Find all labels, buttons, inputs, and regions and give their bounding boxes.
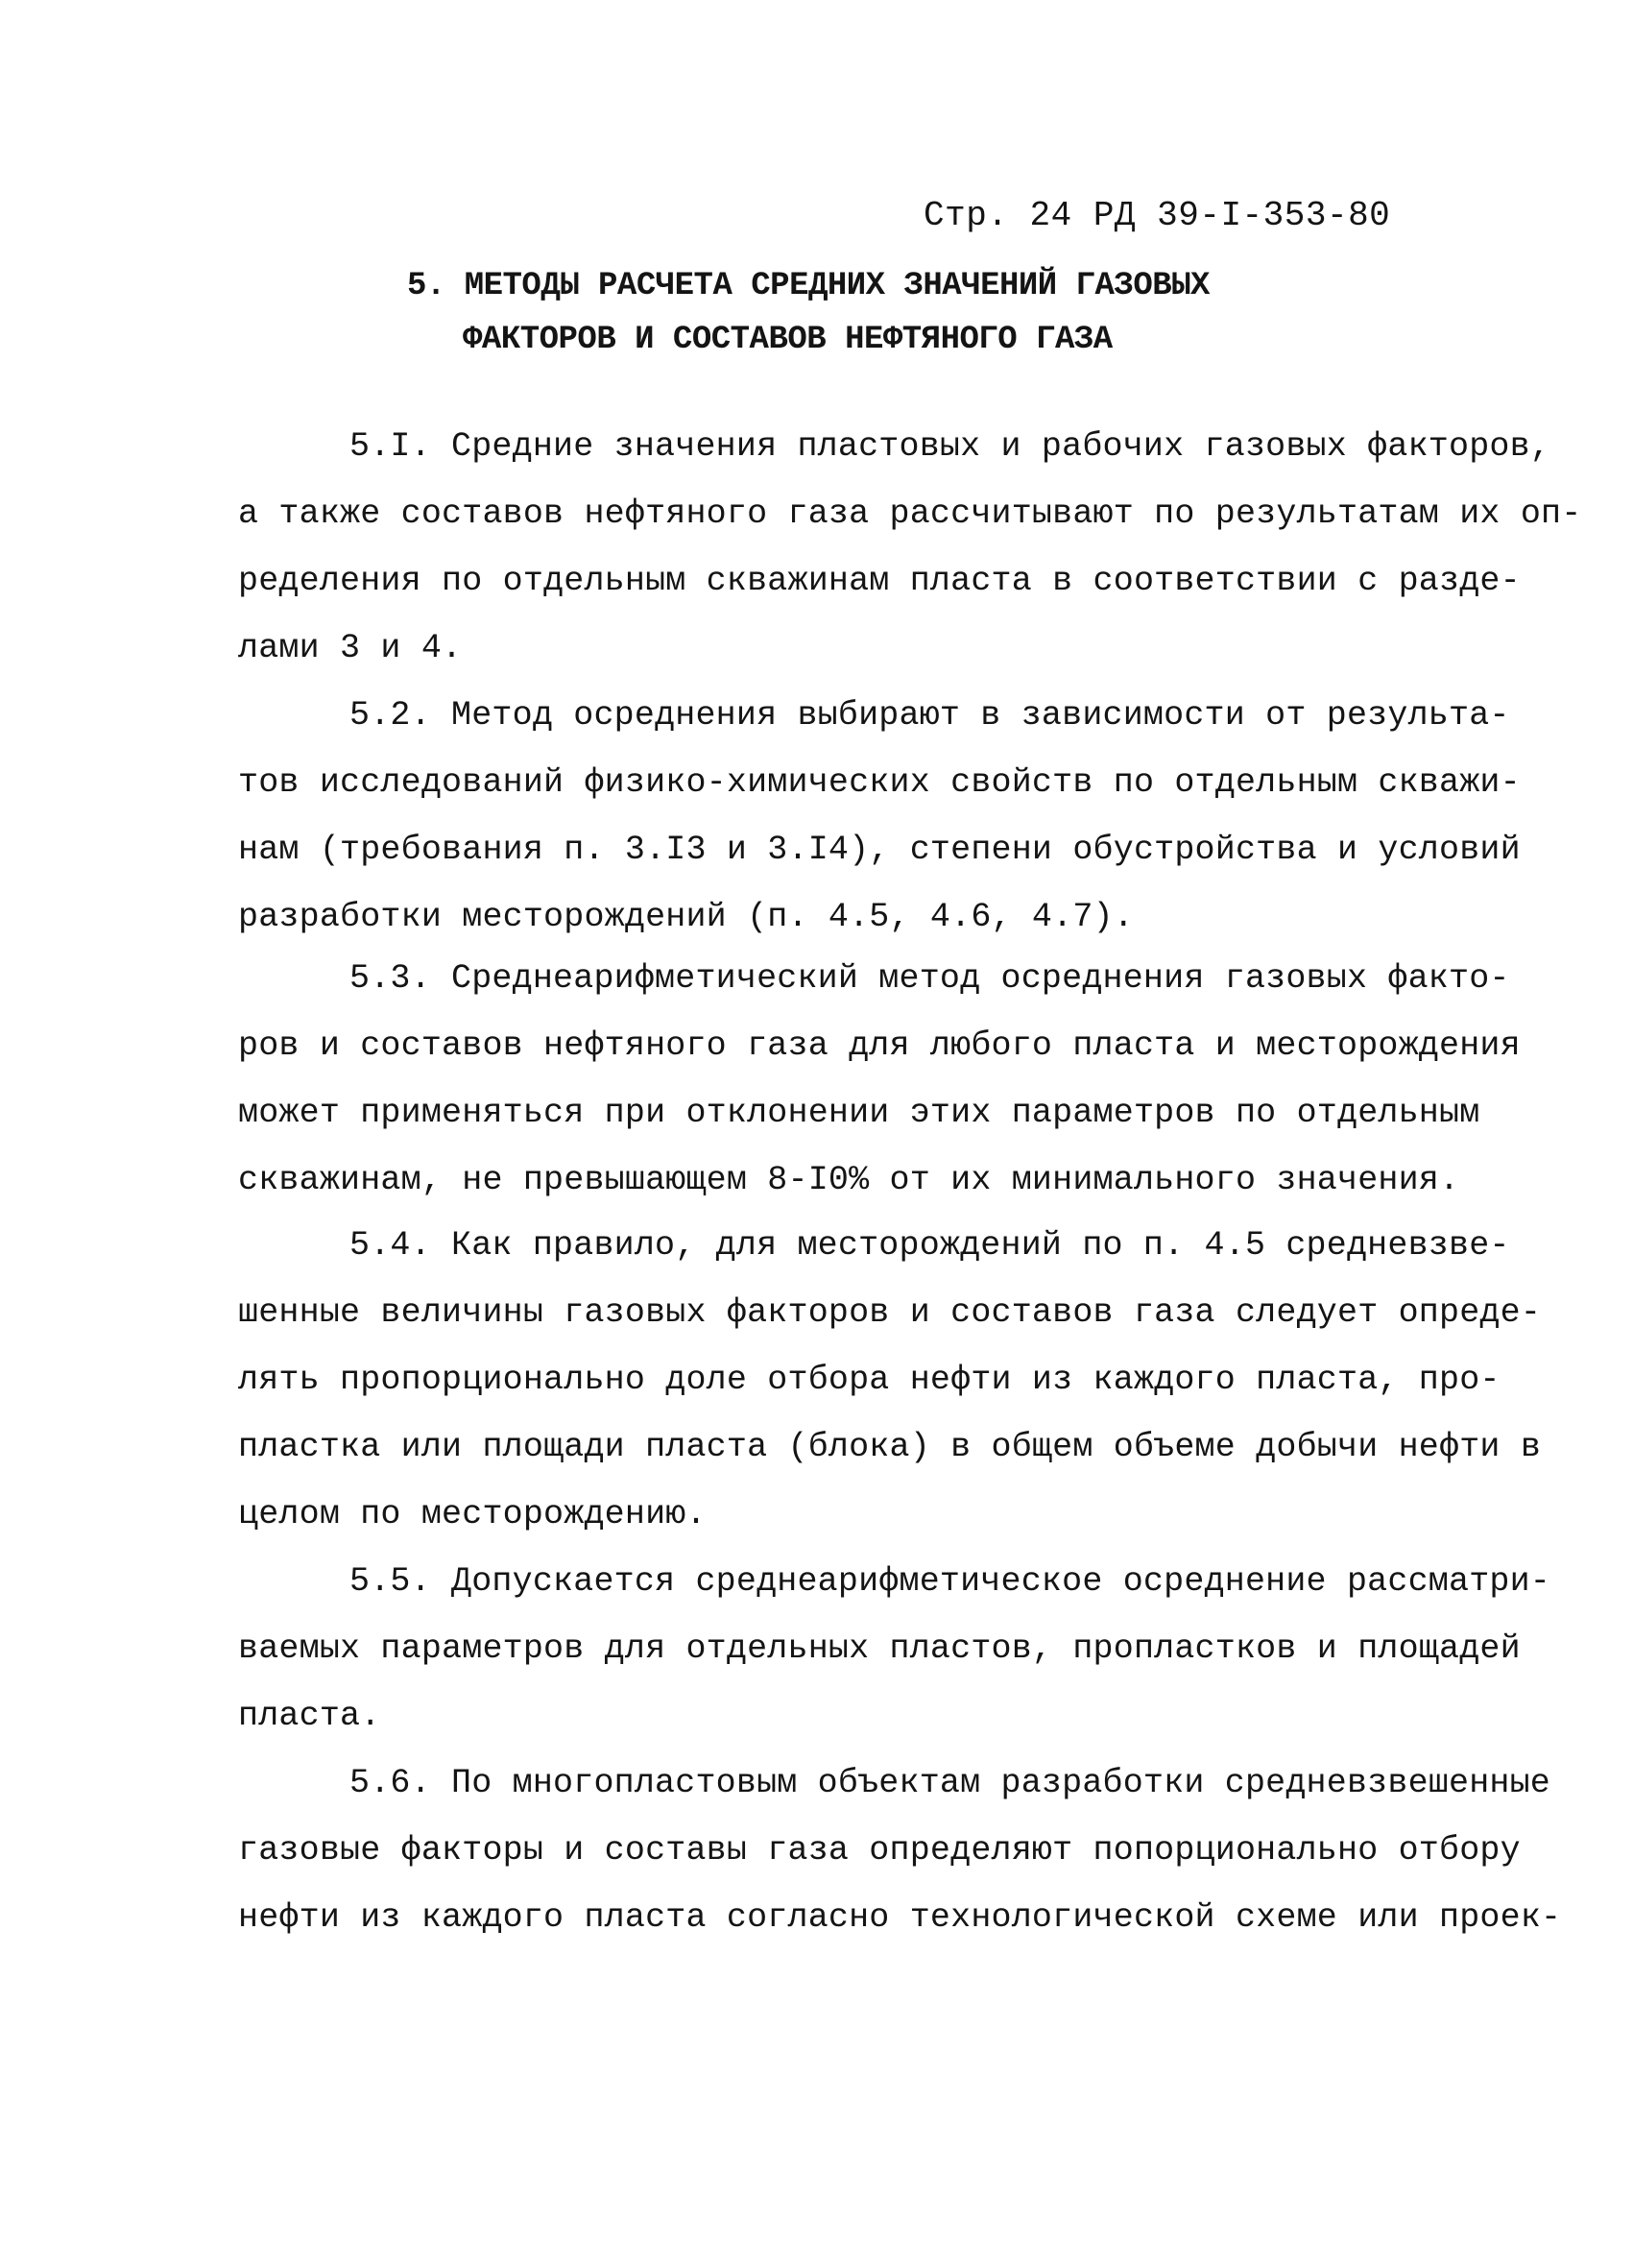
paragraph-line: целом по месторождению. [238,1495,707,1533]
paragraph-line: пластка или площади пласта (блока) в общем объеме добычи нефти в [238,1428,1542,1466]
paragraph-line: ров и составов нефтяного газа для любого пласта и месторождения [238,1026,1521,1065]
paragraph-line: нам (требования п. 3.I3 и 3.I4), степени обустройства и условий [238,831,1521,869]
paragraph-line: а также составов нефтяного газа рассчитывают по результатам их оп- [238,495,1582,533]
paragraph-line: разработки месторождений (п. 4.5, 4.6, 4.7). [238,898,1134,936]
paragraph-line: шенные величины газовых факторов и составов газа следует опреде- [238,1293,1542,1332]
paragraph-line: ваемых параметров для отдельных пластов, пропластков и площадей [238,1629,1521,1668]
paragraph-line: 5.3. Среднеарифметический метод осреднения газовых факто- [349,959,1510,998]
section-title [407,259,1210,367]
paragraph-line: 5.I. Средние значения пластовых и рабочих газовых факторов, [349,427,1551,466]
paragraph-line: тов исследований физико-химических свойств по отдельным скважи- [238,763,1521,802]
paragraph-line: 5.4. Как правило, для месторождений по п. 4.5 средневзве- [349,1226,1510,1265]
paragraph-line: 5.2. Метод осреднения выбирают в зависимости от результа- [349,696,1510,735]
paragraph-line: ределения по отдельным скважинам пласта в соответствии с разде- [238,562,1521,600]
paragraph-line: нефти из каждого пласта согласно технологической схеме или проек- [238,1898,1562,1937]
paragraph-line: может применяться при отклонении этих параметров по отдельным [238,1094,1480,1132]
section-title-line: ФАКТОРОВ И СОСТАВОВ НЕФТЯНОГО ГАЗА [463,322,1113,358]
paragraph-line: лами 3 и 4. [238,629,463,667]
paragraph-line: газовые факторы и составы газа определяют попорционально отбору [238,1831,1521,1870]
paragraph-line: лять пропорционально доле отбора нефти из каждого пласта, про- [238,1361,1501,1399]
page-header: Стр. 24 РД 39-I-353-80 [924,196,1391,235]
paragraph-line: скважинам, не превышающем 8-I0% от их минимального значения. [238,1161,1460,1199]
paragraph-line: пласта. [238,1697,381,1735]
paragraph-line: 5.6. По многопластовым объектам разработки средневзвешенные [349,1764,1551,1802]
paragraph-line: 5.5. Допускается среднеарифметическое осреднение рассматри- [349,1562,1551,1601]
section-title-line: 5. МЕТОДЫ РАСЧЕТА СРЕДНИХ ЗНАЧЕНИЙ ГАЗОВЫХ [407,268,1210,304]
